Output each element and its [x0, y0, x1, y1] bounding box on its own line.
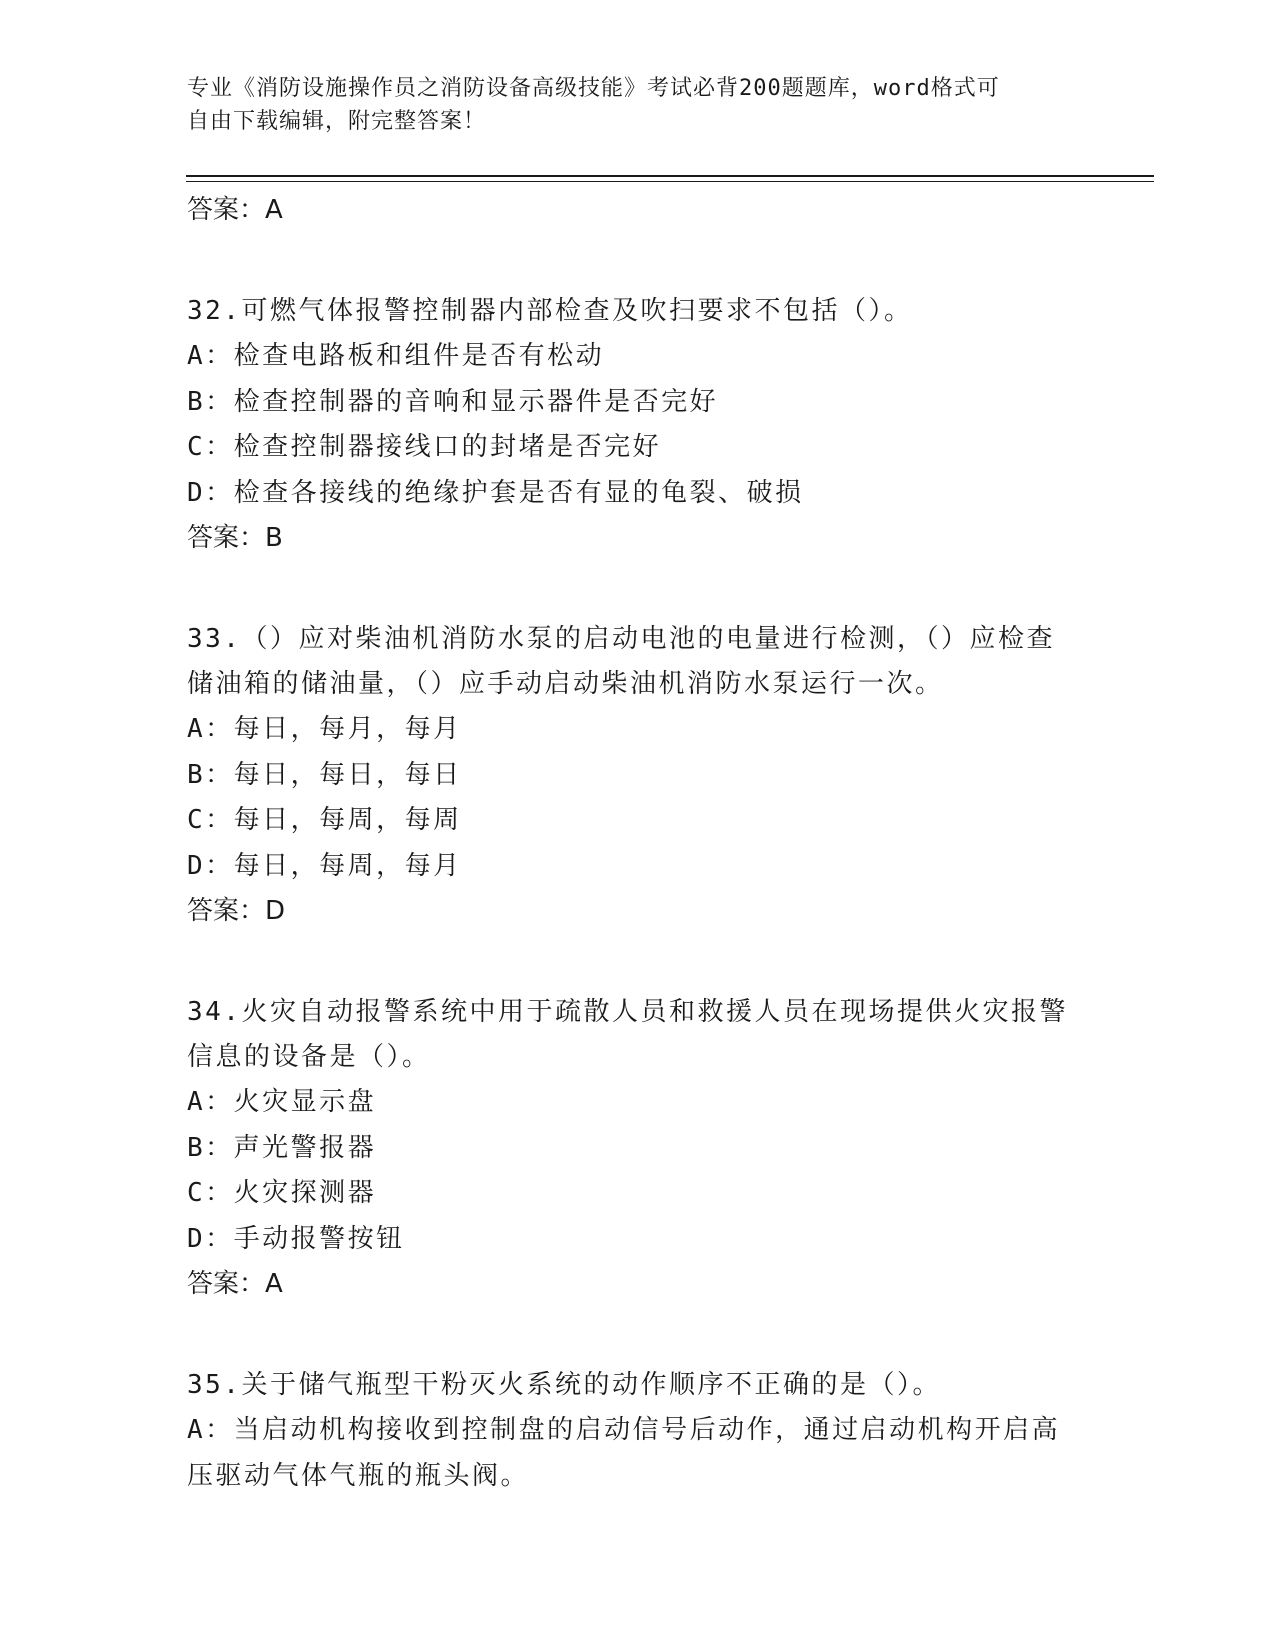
header-rule-thick	[186, 175, 1154, 177]
question-33-option-b: B：每日，每日，每日	[187, 759, 462, 790]
question-34-stem-line-2: 信息的设备是（）。	[187, 1042, 431, 1072]
answer-31: 答案：A	[187, 195, 283, 225]
question-34-answer: 答案：A	[187, 1269, 283, 1299]
question-34-option-a: A：火灾显示盘	[187, 1087, 377, 1117]
question-33-stem-line-2: 储油箱的储油量，（）应手动启动柴油机消防水泵运行一次。	[187, 669, 944, 699]
question-32-option-d: D：检查各接线的绝缘护套是否有显的龟裂、破损	[187, 477, 804, 508]
question-33-stem-line-1: 33.（）应对柴油机消防水泵的启动电池的电量进行检测，（）应检查	[187, 624, 1055, 654]
question-34	[187, 990, 1087, 1306]
question-35	[187, 1363, 1087, 1499]
question-34-option-c: C：火灾探测器	[187, 1178, 377, 1208]
question-35-option-a-line-2: 压驱动气体气瓶的瓶头阀。	[187, 1460, 530, 1491]
header-rule-thin	[186, 181, 1154, 182]
question-34-stem-line-1: 34.火灾自动报警系统中用于疏散人员和救援人员在现场提供火灾报警	[187, 997, 1068, 1027]
question-32-option-c: C：检查控制器接线口的封堵是否完好	[187, 432, 662, 462]
question-32-option-b: B：检查控制器的音响和显示器件是否完好	[187, 386, 719, 417]
question-33-answer: 答案：D	[187, 896, 286, 926]
question-34-option-b: B：声光警报器	[187, 1132, 377, 1163]
question-35-stem: 35.关于储气瓶型干粉灭火系统的动作顺序不正确的是（）。	[187, 1370, 941, 1400]
question-35-option-a-line-1: A：当启动机构接收到控制盘的启动信号后动作，通过启动机构开启高	[187, 1415, 1061, 1445]
question-32-option-a: A：检查电路板和组件是否有松动	[187, 341, 605, 371]
question-32-answer: 答案：B	[187, 523, 283, 553]
document-header	[187, 72, 1087, 138]
question-33-option-a: A：每日，每月，每月	[187, 714, 462, 744]
question-32	[187, 289, 1087, 560]
question-33	[187, 617, 1087, 933]
question-34-option-d: D：手动报警按钮	[187, 1223, 405, 1254]
question-32-stem: 32.可燃气体报警控制器内部检查及吹扫要求不包括（）。	[187, 296, 913, 326]
question-33-option-d: D：每日，每周，每月	[187, 850, 462, 881]
question-list	[187, 188, 1087, 1499]
header-line-1: 专业《消防设施操作员之消防设备高级技能》考试必背200题题库，word格式可	[187, 76, 1000, 101]
header-line-2: 自由下载编辑，附完整答案！	[187, 109, 487, 134]
question-33-option-c: C：每日，每周，每周	[187, 805, 462, 835]
